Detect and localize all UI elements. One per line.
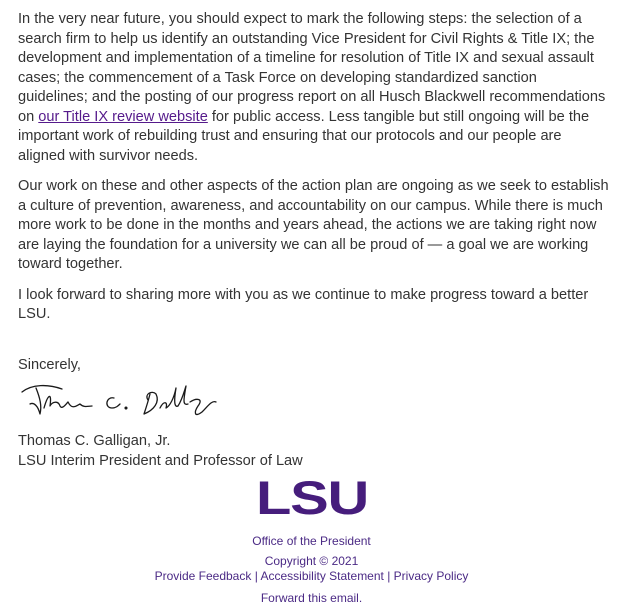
forward-email-line	[0, 591, 623, 606]
signature-image	[18, 380, 218, 420]
office-link[interactable]: Office of the President	[252, 534, 371, 548]
paragraph-1	[18, 10, 610, 166]
provide-feedback-link[interactable]: Provide Feedback	[154, 569, 252, 583]
email-footer	[0, 478, 623, 606]
paragraph-1-text-start: In the very near future, you should expect to mark the following steps: the selection of a search firm to help us identify an outstanding Vice President for Civil Rights & Title IX; the development and implementation of a timeline for resolution of Title IX and sexual assault cases; the commencement of a Task Force on developing standardized sanction guidelines; and the posting of our progress report on all Husch Blackwell recommendations on	[18, 11, 606, 125]
footer-separator: |	[251, 569, 261, 583]
forward-email-link[interactable]: Forward this email.	[260, 591, 363, 605]
title-ix-review-link[interactable]: our Title IX review website	[38, 108, 208, 125]
lsu-logo	[254, 478, 370, 518]
lsu-logo-text: LSU	[255, 478, 368, 518]
office-of-the-president-link[interactable]	[0, 534, 623, 549]
footer-links	[0, 569, 623, 584]
privacy-policy-link[interactable]: Privacy Policy	[393, 569, 469, 583]
closing: Sincerely,	[18, 357, 81, 373]
copyright: Copyright © 2021	[264, 554, 359, 568]
signer-title: LSU Interim President and Professor of Law	[18, 452, 303, 469]
signer-block	[18, 432, 303, 471]
paragraph-1-text-end: for public access. Less tangible but still ongoing will be the important work of rebuilding trust and ensuring that our protocols and our people are aligned with survivor needs.	[18, 108, 590, 164]
paragraph-2: Our work on these and other aspects of the action plan are ongoing as we seek to establish a culture of prevention, awareness, and accountability on our campus. While there is much more work to be done in the months and years ahead, the actions we are taking right now are laying the foundation for a university we can all be proud of — a goal we are working toward together.	[18, 178, 609, 272]
accessibility-statement-link[interactable]: Accessibility Statement	[260, 569, 384, 583]
footer-separator: |	[383, 569, 394, 583]
paragraph-3: I look forward to sharing more with you as we continue to make progress toward a better LSU.	[18, 286, 589, 322]
signer-name: Thomas C. Galligan, Jr.	[18, 433, 171, 449]
letter-body	[18, 10, 610, 336]
